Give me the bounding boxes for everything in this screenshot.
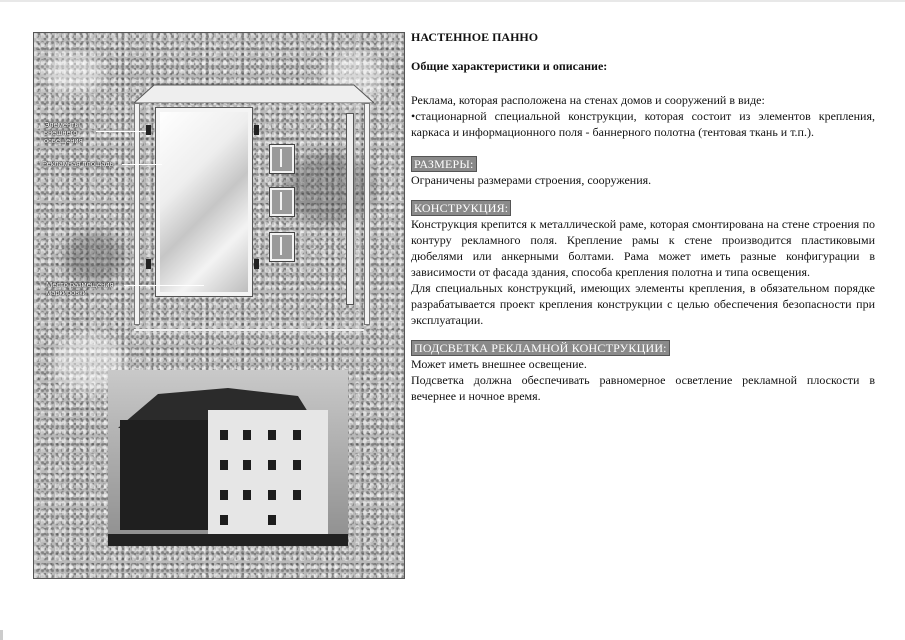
construction-paragraph: Для специальных конструкций, имеющих элементы крепления, в обязательном порядке разрабатывается проект крепления конструкции с целью обеспечения безопасности при эксплуатации. (411, 281, 875, 327)
building-window (243, 490, 251, 500)
page-title: НАСТЕННОЕ ПАННО (411, 30, 539, 44)
page-top-rule (0, 0, 905, 2)
building-window (220, 515, 228, 525)
building-window (293, 430, 301, 440)
wall-texture (64, 233, 124, 283)
wall-texture (44, 53, 104, 93)
building-window-icon (270, 188, 294, 216)
section-construction (411, 192, 875, 328)
sizes-paragraph: Ограничены размерами строения, сооружения. (411, 173, 652, 187)
label-external-lighting: Элементы внешнего освещения (44, 120, 83, 145)
building-window (220, 430, 228, 440)
frame-base-line (134, 329, 364, 331)
building-shadow-side (120, 420, 215, 530)
leader-line (96, 131, 146, 132)
light-bracket-icon (146, 125, 151, 135)
light-bracket-icon (146, 259, 151, 269)
leader-line (122, 164, 162, 165)
building-window (293, 460, 301, 470)
section-subtitle: Общие характеристики и описание: (411, 59, 608, 73)
building-window (243, 460, 251, 470)
lighting-paragraph: Может иметь внешнее освещение. (411, 357, 587, 371)
building-window (268, 430, 276, 440)
building-window (268, 460, 276, 470)
building-window (268, 515, 276, 525)
section-heading-sizes: РАЗМЕРЫ: (411, 156, 477, 172)
intro-paragraph: Реклама, которая расположена на стенах домов и сооружений в виде: (411, 93, 765, 107)
frame-right-post (364, 103, 370, 325)
building-window (268, 490, 276, 500)
label-marking-place: Место размещения маркировки (46, 280, 114, 297)
light-bracket-icon (254, 125, 259, 135)
frame-roof (134, 83, 374, 103)
section-lighting (411, 332, 875, 404)
frame-left-post (134, 103, 140, 325)
building-window-icon (270, 145, 294, 173)
building-photo (108, 370, 348, 546)
frame-side-rail (346, 113, 354, 305)
photo-ground (108, 534, 348, 546)
lighting-paragraph: Подсветка должна обеспечивать равномерное осветление рекламной плоскости в вечернее и ночное время. (411, 373, 875, 403)
building-window (243, 430, 251, 440)
wall-texture (284, 153, 374, 223)
wall-panel-illustration (33, 32, 405, 579)
building-window-icon (270, 233, 294, 261)
building-window (220, 490, 228, 500)
section-sizes (411, 148, 875, 188)
section-heading-lighting: ПОДСВЕТКА РЕКЛАМНОЙ КОНСТРУКЦИИ: (411, 340, 670, 356)
section-heading-construction: КОНСТРУКЦИЯ: (411, 200, 511, 216)
building-window (220, 460, 228, 470)
bullet-paragraph: •стационарной специальной конструкции, которая состоит из элементов крепления, каркаса и информационного поля - баннерного полотна (тентовая ткань и т.п.). (411, 109, 875, 139)
description-column (411, 24, 875, 404)
building-window (293, 490, 301, 500)
light-bracket-icon (254, 259, 259, 269)
label-ad-area: Рекламная площадь (42, 159, 114, 168)
leader-line (124, 285, 204, 286)
construction-paragraph: Конструкция крепится к металлической раме, которая смонтирована на стене строения по контуру рекламного поля. Крепление рамы к стене производится пластиковыми дюбелями или анкерными болтами. Рама может иметь разные конфигурации в зависимости от фасада здания, способа крепления полотна и типа освещения. (411, 217, 875, 279)
advertising-area (156, 108, 252, 296)
scan-corner-mark (0, 630, 3, 640)
